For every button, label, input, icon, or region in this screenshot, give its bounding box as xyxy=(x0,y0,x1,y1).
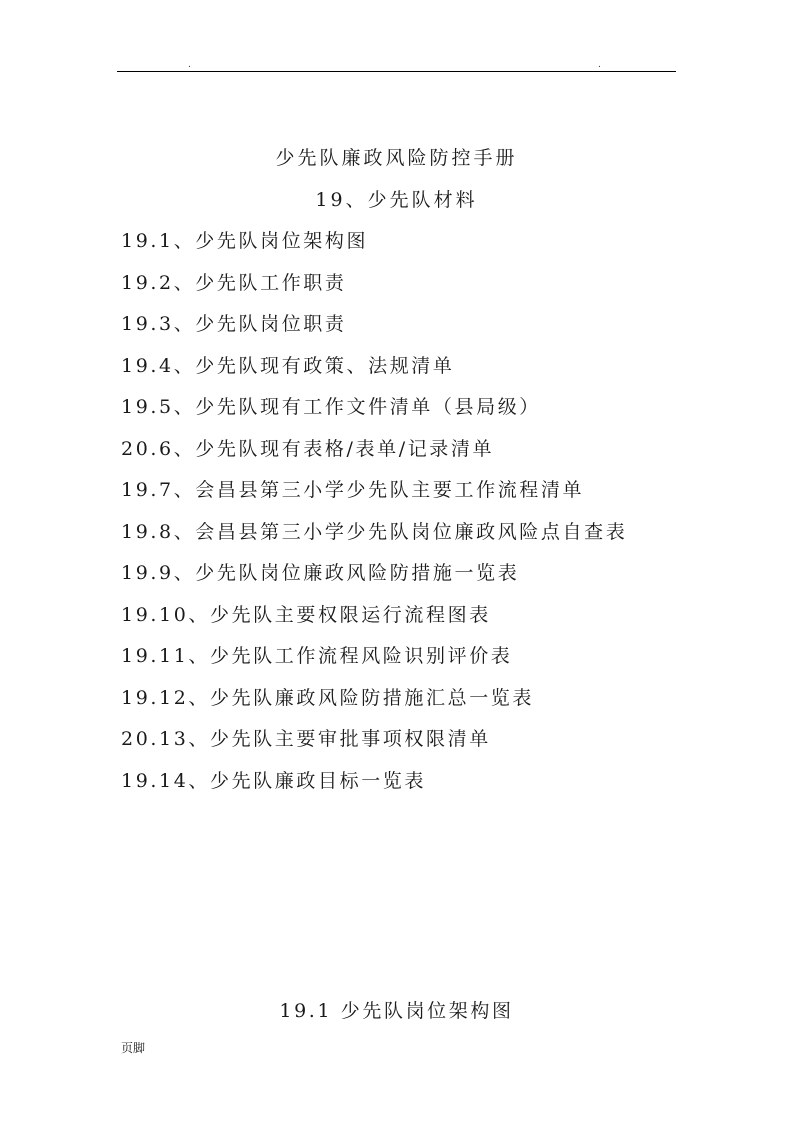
toc-item: 19.8、会昌县第三小学少先队岗位廉政风险点自查表 xyxy=(121,520,628,543)
toc-item: 19.4、少先队现有政策、法规清单 xyxy=(121,354,455,377)
toc-item: 19.10、少先队主要权限运行流程图表 xyxy=(121,603,491,626)
document-subtitle: 19、少先队材料 xyxy=(315,189,478,211)
table-of-contents xyxy=(121,229,627,810)
toc-item: 20.6、少先队现有表格/表单/记录清单 xyxy=(121,437,495,460)
toc-item: 19.9、少先队岗位廉政风险防措施一览表 xyxy=(121,562,520,584)
toc-item: 19.12、少先队廉政风险防措施汇总一览表 xyxy=(121,686,534,709)
toc-item: 19.11、少先队工作流程风险识别评价表 xyxy=(121,645,513,667)
toc-item: 19.2、少先队工作职责 xyxy=(121,271,347,294)
toc-item: 19.14、少先队廉政目标一览表 xyxy=(121,769,426,792)
header-right-mark: . xyxy=(598,60,601,70)
toc-item: 19.3、少先队岗位职责 xyxy=(121,313,347,335)
toc-item: 19.7、会昌县第三小学少先队主要工作流程清单 xyxy=(121,479,585,501)
footer-label: 页脚 xyxy=(121,1041,146,1055)
header-divider xyxy=(117,71,676,72)
toc-item: 19.5、少先队现有工作文件清单（县局级） xyxy=(121,396,541,418)
toc-item: 20.13、少先队主要审批事项权限清单 xyxy=(121,728,491,750)
document-title: 少先队廉政风险防控手册 xyxy=(275,147,518,169)
section-heading: 19.1 少先队岗位架构图 xyxy=(279,1000,514,1022)
toc-item: 19.1、少先队岗位架构图 xyxy=(121,230,369,252)
header-left-mark: . xyxy=(188,60,191,70)
